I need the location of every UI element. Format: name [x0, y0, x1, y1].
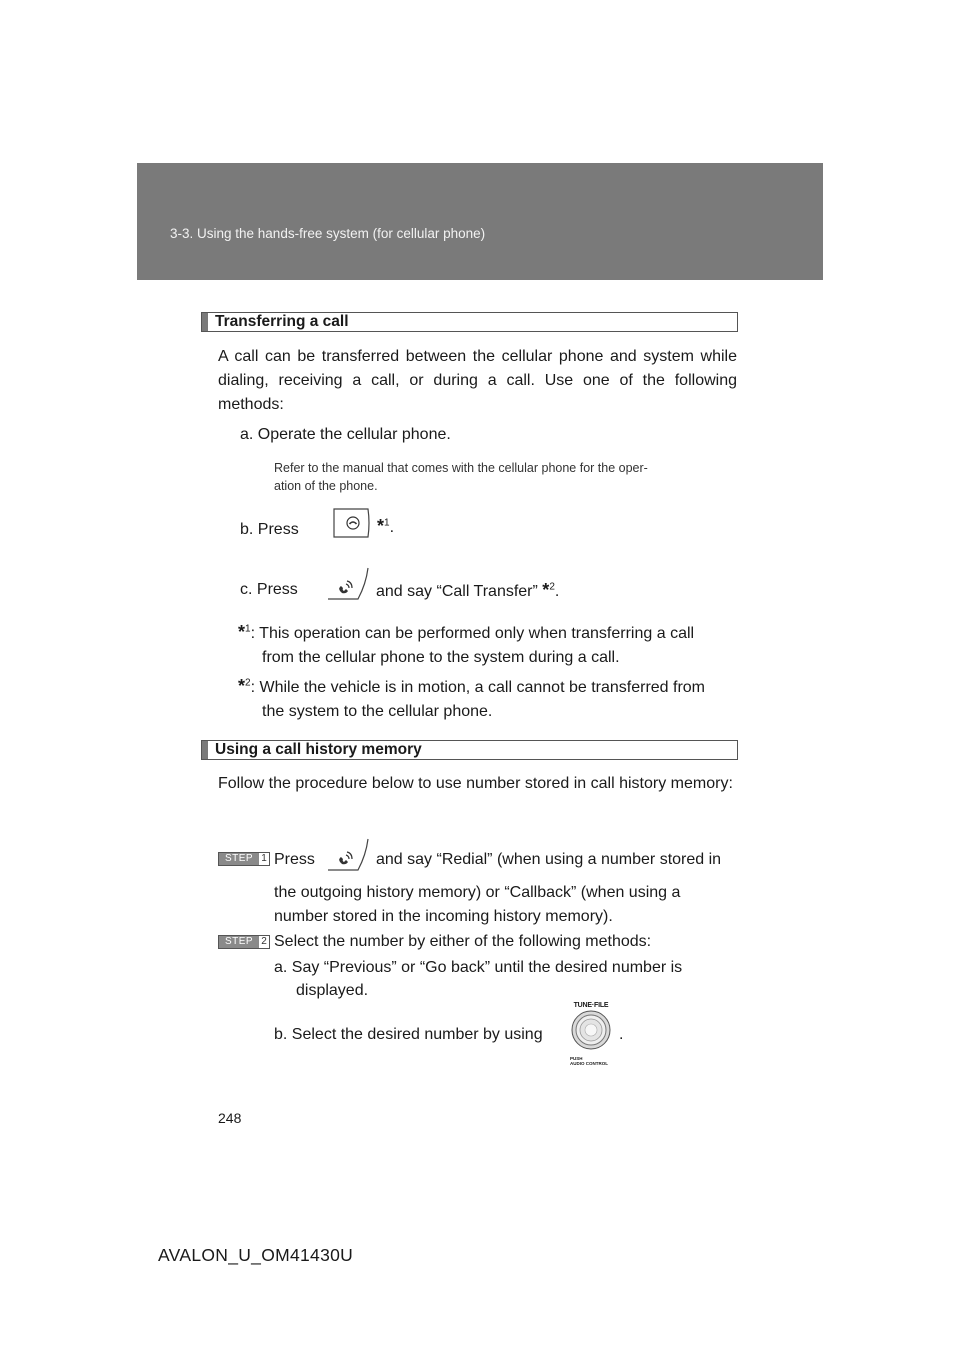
step-2-badge: STEP 2	[218, 935, 270, 949]
step-2-option-a-line-1: a. Say “Previous” or “Go back” until the desired number is	[274, 959, 683, 976]
section-intro: Follow the procedure below to use number stored in call history memory:	[218, 775, 733, 792]
step-1-badge: STEP 1	[218, 852, 270, 866]
step-2-line: Select the number by either of the following methods:	[274, 933, 652, 950]
section-title-bar	[201, 312, 738, 332]
tune-file-knob-icon: TUNE·FILE PUSH AUDIO CONTROL	[570, 1002, 612, 1070]
step-1-line-3: number stored in the incoming history memory).	[274, 908, 613, 925]
method-a-note-line-1: Refer to the manual that comes with the cellular phone for the oper-	[274, 461, 648, 475]
step-1-line-2: the outgoing history memory) or “Callback” (when using a	[274, 884, 681, 901]
document-code: AVALON_U_OM41430U	[158, 1245, 354, 1265]
step-2-option-a-line-2: displayed.	[296, 982, 369, 999]
step-2-option-b: b. Select the desired number by using	[274, 1026, 543, 1043]
chapter-heading: 3-3. Using the hands-free system (for cellular phone)	[170, 226, 486, 241]
section-title: Using a call history memory	[215, 741, 422, 758]
step-1-press: Press	[274, 851, 315, 868]
method-a-note-line-2: ation of the phone.	[274, 479, 378, 493]
talk-switch-icon	[326, 837, 370, 871]
header-band	[137, 163, 823, 280]
section-intro: A call can be transferred between the cellular phone and system while dialing, receiving a call, or during a call. Use one of the following methods:	[218, 348, 737, 413]
footnote-2: *$^2$: While the vehicle is in motion, a call cannot be transferred from the system to the cellular phone.	[238, 676, 706, 720]
section-accent	[202, 313, 208, 331]
method-b-label: b. Press	[240, 521, 299, 538]
method-b-footnote-ref: *$^1$.	[377, 516, 395, 536]
method-a: a. Operate the cellular phone.	[240, 426, 451, 443]
section-title-bar	[201, 740, 738, 760]
knob-dial	[570, 1009, 612, 1051]
footnote-1: *$^1$: This operation can be performed only when transferring a call from the cellular phone to the system during a call.	[238, 622, 695, 666]
method-c-label: c. Press	[240, 581, 298, 598]
phone-hang-up-icon	[326, 506, 370, 540]
step-1-line-1: and say “Redial” (when using a number stored in	[376, 851, 722, 868]
talk-switch-icon	[326, 566, 370, 600]
section-title: Transferring a call	[215, 313, 349, 330]
method-c-text: and say “Call Transfer” *$^2$.	[376, 580, 560, 600]
step-2-option-b-period: .	[619, 1026, 624, 1043]
section-accent	[202, 741, 208, 759]
page-number: 248	[218, 1110, 242, 1126]
